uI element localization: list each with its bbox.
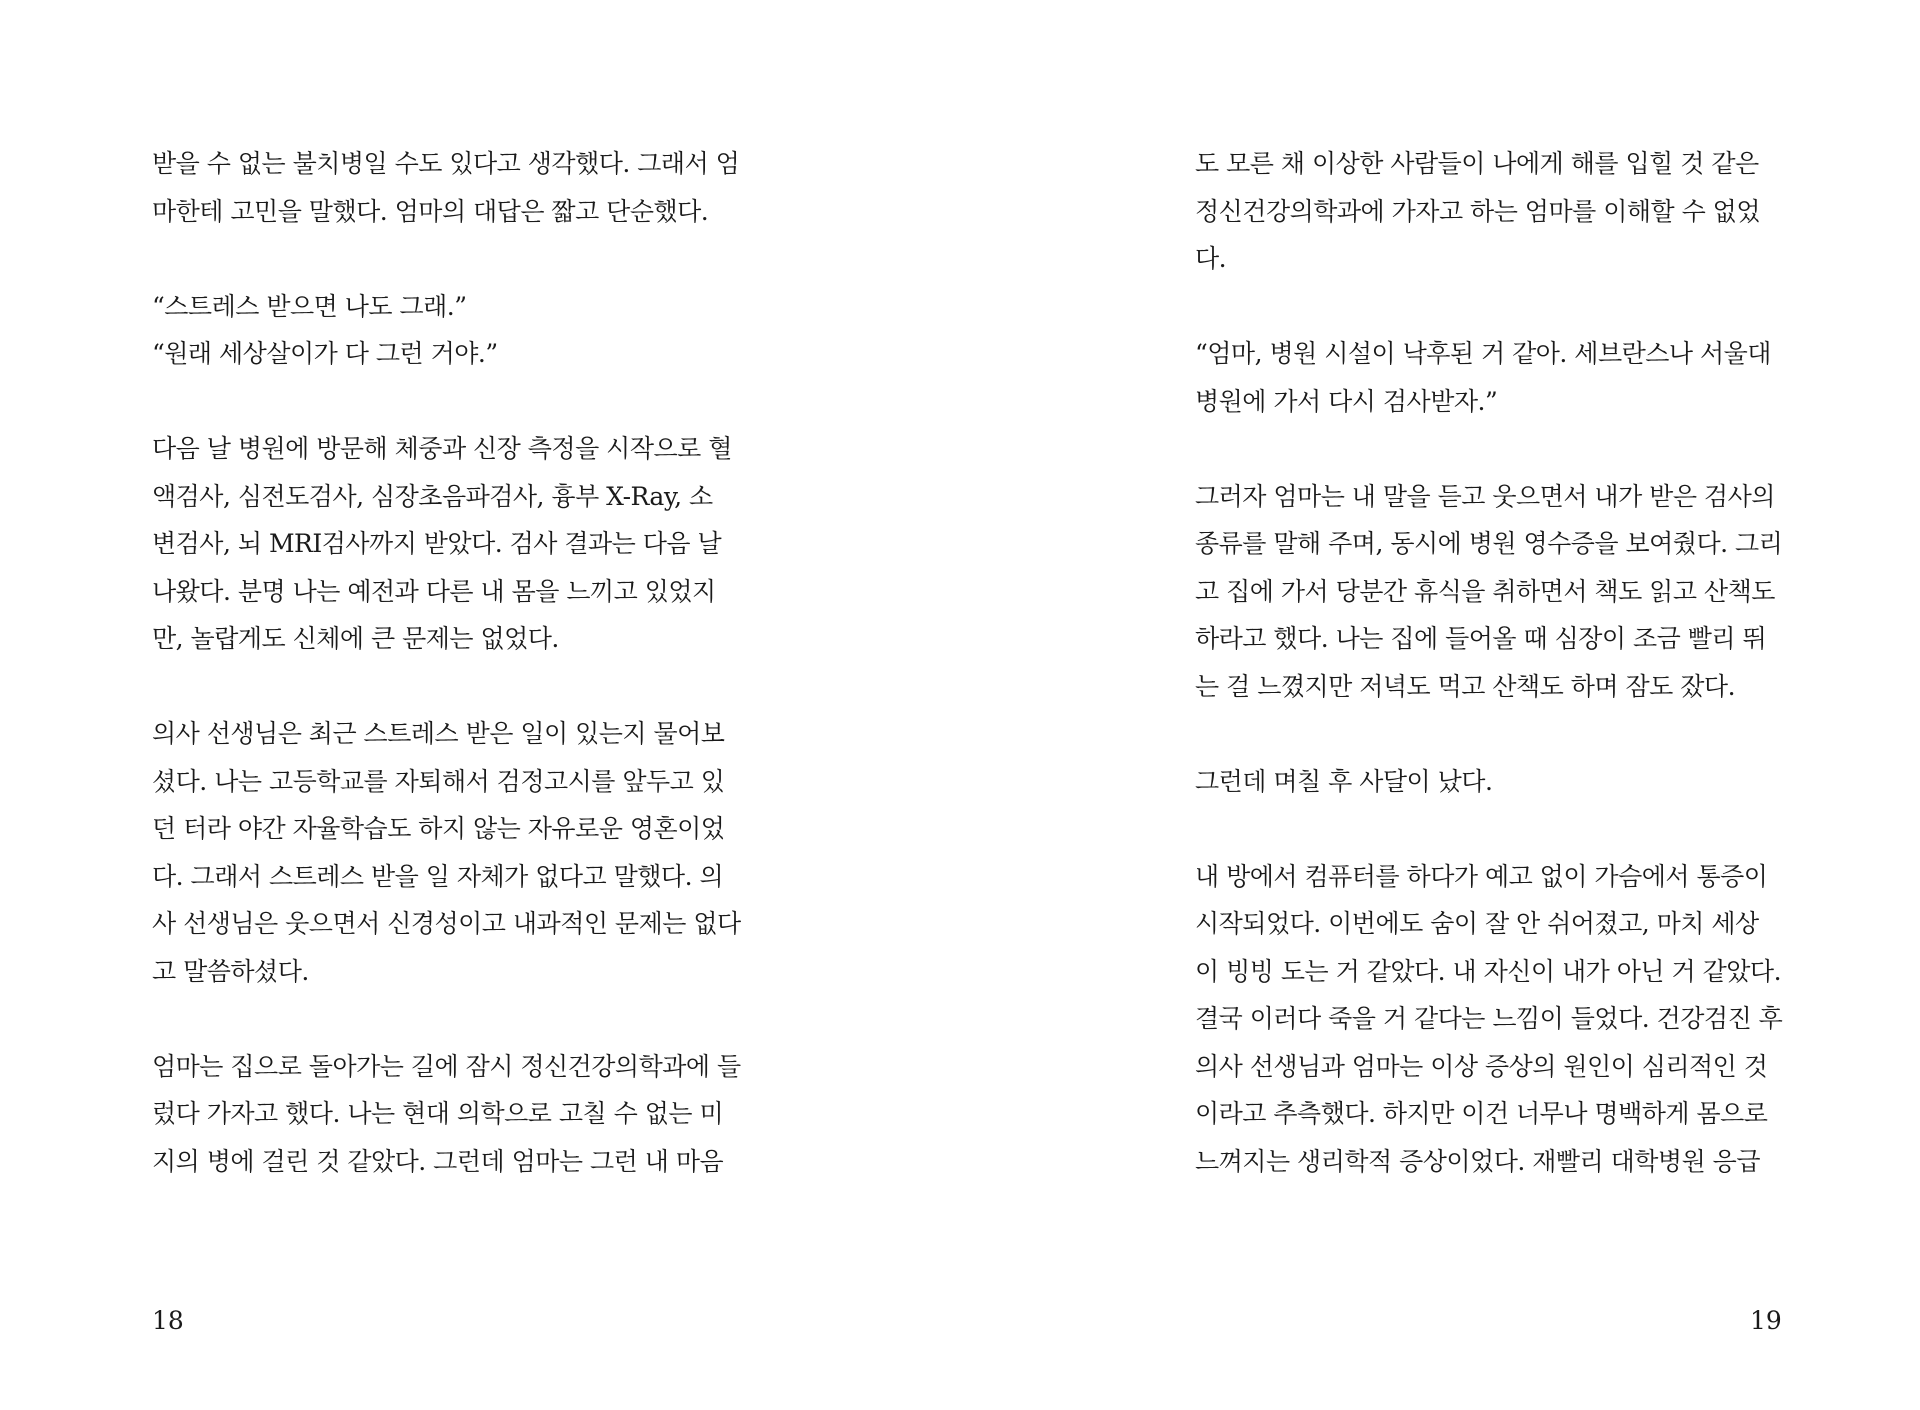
- text-line: 렀다 가자고 했다. 나는 현대 의학으로 고칠 수 없는 미: [152, 1099, 724, 1128]
- text-line: 다. 그래서 스트레스 받을 일 자체가 없다고 말했다. 의: [152, 861, 724, 891]
- paragraph: [1195, 473, 1787, 711]
- page-number: 19: [1750, 1306, 1782, 1335]
- text-line: 만, 놀랍게도 신체에 큰 문제는 없었다.: [152, 624, 559, 653]
- text-line: 나왔다. 분명 나는 예전과 다른 내 몸을 느끼고 있었지: [152, 576, 716, 606]
- text-line: 엄마는 집으로 돌아가는 길에 잠시 정신건강의학과에 들: [152, 1051, 741, 1081]
- paragraph: [1195, 140, 1787, 283]
- text-line: “엄마, 병원 시설이 낙후된 거 같아. 세브란스나 서울대: [1195, 339, 1771, 368]
- paragraph: [152, 140, 744, 235]
- text-line: “원래 세상살이가 다 그런 거야.”: [152, 339, 498, 368]
- text-line: 시작되었다. 이번에도 숨이 잘 안 쉬어졌고, 마치 세상: [1195, 909, 1759, 938]
- text-line: 이라고 추측했다. 하지만 이건 너무나 명백하게 몸으로: [1195, 1099, 1768, 1128]
- right-page: [960, 0, 1920, 1410]
- quote-paragraph: [1195, 330, 1787, 425]
- text-line: 마한테 고민을 말했다. 엄마의 대답은 짧고 단순했다.: [152, 196, 709, 226]
- text-line: 종류를 말해 주며, 동시에 병원 영수증을 보여줬다. 그리: [1195, 529, 1783, 558]
- text-line: 다.: [1195, 244, 1227, 273]
- text-line: 도 모른 채 이상한 사람들이 나에게 해를 입힐 것 같은: [1195, 149, 1759, 178]
- text-line: 내 방에서 컴퓨터를 하다가 예고 없이 가슴에서 통증이: [1195, 861, 1768, 891]
- text-line: 의사 선생님은 최근 스트레스 받은 일이 있는지 물어보: [152, 719, 725, 748]
- paragraph: [1195, 758, 1787, 806]
- page-number: 18: [152, 1306, 184, 1335]
- left-page-body: [152, 140, 744, 1233]
- text-line: 그러자 엄마는 내 말을 듣고 웃으면서 내가 받은 검사의: [1195, 481, 1775, 511]
- text-line: 던 터라 야간 자율학습도 하지 않는 자유로운 영혼이었: [152, 814, 725, 843]
- text-line: 병원에 가서 다시 검사받자.”: [1195, 386, 1498, 416]
- text-line: 는 걸 느꼈지만 저녁도 먹고 산책도 하며 잠도 잤다.: [1195, 671, 1736, 701]
- quote-paragraph: [152, 283, 744, 331]
- text-line: 고 집에 가서 당분간 휴식을 취하면서 책도 읽고 산책도: [1195, 576, 1775, 606]
- text-line: 액검사, 심전도검사, 심장초음파검사, 흉부 X-Ray, 소: [152, 481, 713, 511]
- text-line: 받을 수 없는 불치병일 수도 있다고 생각했다. 그래서 엄: [152, 149, 740, 178]
- text-line: 셨다. 나는 고등학교를 자퇴해서 검정고시를 앞두고 있: [152, 766, 725, 796]
- text-line: “스트레스 받으면 나도 그래.”: [152, 291, 467, 321]
- text-line: 다음 날 병원에 방문해 체중과 신장 측정을 시작으로 혈: [152, 434, 732, 463]
- text-line: 고 말씀하셨다.: [152, 956, 309, 986]
- text-line: 그런데 며칠 후 사달이 났다.: [1195, 766, 1493, 796]
- paragraph: [152, 710, 744, 995]
- text-line: 정신건강의학과에 가자고 하는 엄마를 이해할 수 없었: [1195, 196, 1760, 226]
- quote-paragraph: [152, 330, 744, 378]
- right-page-body: [1195, 140, 1787, 1233]
- text-line: 지의 병에 걸린 것 같았다. 그런데 엄마는 그런 내 마음: [152, 1146, 724, 1176]
- text-line: 이 빙빙 도는 거 같았다. 내 자신이 내가 아닌 거 같았다.: [1195, 956, 1782, 986]
- text-line: 의사 선생님과 엄마는 이상 증상의 원인이 심리적인 것: [1195, 1051, 1768, 1081]
- text-line: 사 선생님은 웃으면서 신경성이고 내과적인 문제는 없다: [152, 909, 741, 938]
- text-line: 변검사, 뇌 MRI검사까지 받았다. 검사 결과는 다음 날: [152, 529, 722, 558]
- text-line: 하라고 했다. 나는 집에 들어올 때 심장이 조금 빨리 뛰: [1195, 624, 1767, 653]
- text-line: 결국 이러다 죽을 거 같다는 느낌이 들었다. 건강검진 후: [1195, 1004, 1783, 1033]
- paragraph: [152, 425, 744, 663]
- paragraph: [1195, 853, 1787, 1186]
- paragraph: [152, 1043, 744, 1186]
- text-line: 느껴지는 생리학적 증상이었다. 재빨리 대학병원 응급: [1195, 1146, 1760, 1176]
